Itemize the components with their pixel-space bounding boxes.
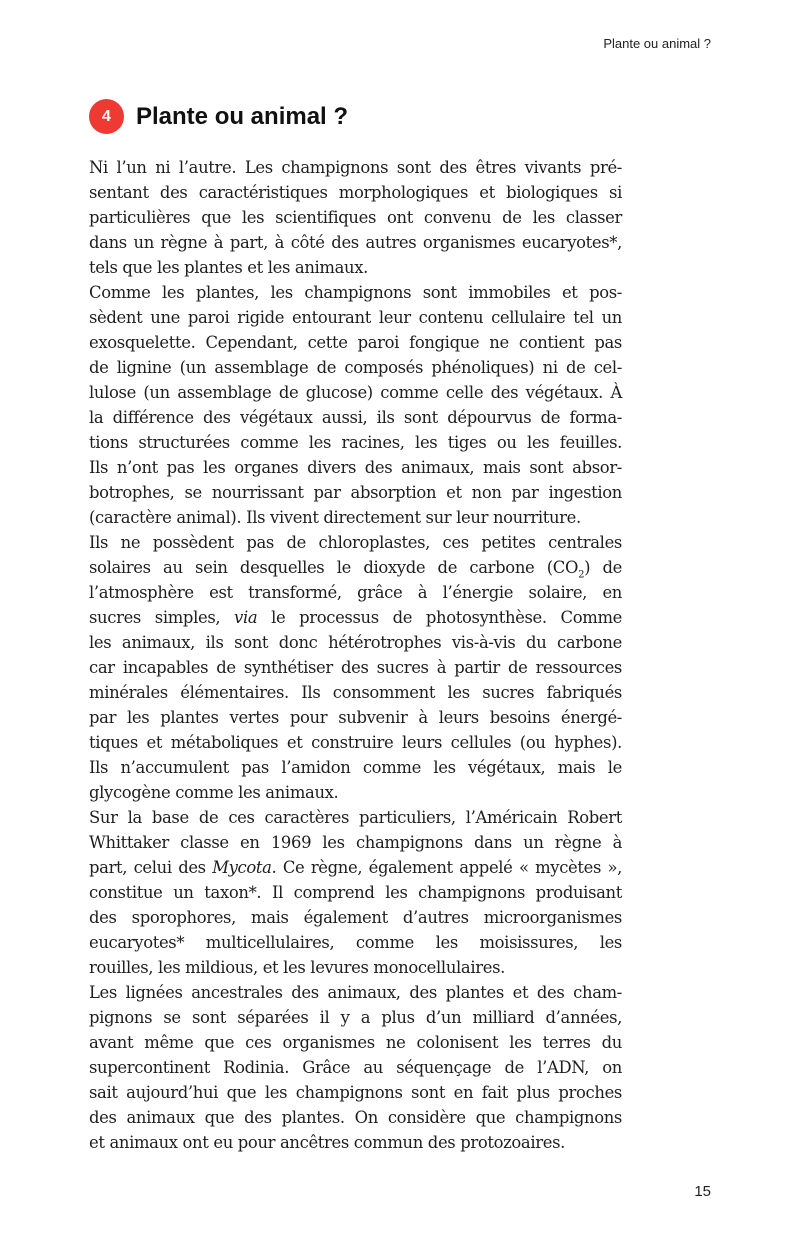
text-line: minérales élémentaires. Ils consomment les sucres fabriqués xyxy=(89,683,622,702)
text-line: Ils ne possèdent pas de chloroplastes, ces petites centrales xyxy=(89,533,622,552)
text-line: sait aujourd’hui que les champignons sont en fait plus proches xyxy=(89,1083,622,1102)
italic-term: via xyxy=(234,608,258,627)
text-line: rouilles, les mildious, et les levures monocellulaires. xyxy=(89,958,505,977)
subscript: 2 xyxy=(578,569,585,581)
text-line: eucaryotes* multicellulaires, comme les moisissures, les xyxy=(89,933,622,952)
running-head: Plante ou animal ? xyxy=(603,36,711,51)
text-line: lulose (un assemblage de glucose) comme celle des végétaux. À xyxy=(89,383,622,402)
text-line: car incapables de synthétiser des sucres à partir de ressources xyxy=(89,658,622,677)
text-line: dans un règne à part, à côté des autres organismes eucaryotes*, xyxy=(89,233,622,252)
text-line: les animaux, ils sont donc hétérotrophes vis-à-vis du carbone xyxy=(89,633,622,652)
text-line: la différence des végétaux aussi, ils sont dépourvus de forma- xyxy=(89,408,622,427)
chapter-title: Plante ou animal ? xyxy=(136,102,349,130)
text-line: des animaux que des plantes. On considère que champignons xyxy=(89,1108,622,1127)
text-line: Comme les plantes, les champignons sont immobiles et pos- xyxy=(89,283,622,302)
text-fragment: . Ce règne, également appelé « mycètes », xyxy=(271,858,622,877)
text-line: Ils n’accumulent pas l’amidon comme les végétaux, mais le xyxy=(89,758,622,777)
text-line: Les lignées ancestrales des animaux, des plantes et des cham- xyxy=(89,983,622,1002)
paragraph xyxy=(89,805,622,980)
text-line: Ni l’un ni l’autre. Les champignons sont des êtres vivants pré- xyxy=(89,158,622,177)
text-line: tels que les plantes et les animaux. xyxy=(89,258,368,277)
text-line: particulières que les scientifiques ont convenu de les classer xyxy=(89,208,622,227)
text-line: tiques et métaboliques et construire leurs cellules (ou hyphes). xyxy=(89,733,622,752)
paragraph xyxy=(89,280,622,530)
text-line: Sur la base de ces caractères particuliers, l’Américain Robert xyxy=(89,808,622,827)
text-fragment: sucres simples, xyxy=(89,608,235,627)
text-fragment: part, celui des xyxy=(89,858,213,877)
body-text xyxy=(89,155,622,1155)
text-line: (caractère animal). Ils vivent directement sur leur nourriture. xyxy=(89,508,581,527)
text-line: constitue un taxon*. Il comprend les champignons produisant xyxy=(89,883,622,902)
text-line: de lignine (un assemblage de composés phénoliques) ni de cel- xyxy=(89,358,622,377)
text-line: l’atmosphère est transformé, grâce à l’énergie solaire, en xyxy=(89,583,622,602)
text-line: Ils n’ont pas les organes divers des animaux, mais sont absor- xyxy=(89,458,622,477)
text-line xyxy=(89,555,622,580)
text-line: et animaux ont eu pour ancêtres commun des protozoaires. xyxy=(89,1133,565,1152)
text-line: supercontinent Rodinia. Grâce au séquençage de l’ADN, on xyxy=(89,1058,622,1077)
text-line xyxy=(89,855,622,880)
text-line: exosquelette. Cependant, cette paroi fongique ne contient pas xyxy=(89,333,622,352)
page-number: 15 xyxy=(694,1183,711,1200)
paragraph xyxy=(89,530,622,805)
text-line: botrophes, se nourrissant par absorption et non par ingestion xyxy=(89,483,622,502)
paragraph xyxy=(89,155,622,280)
chapter-heading xyxy=(89,99,348,134)
text-line: pignons se sont séparées il y a plus d’un milliard d’années, xyxy=(89,1008,622,1027)
text-line: des sporophores, mais également d’autres microorganismes xyxy=(89,908,622,927)
text-line: par les plantes vertes pour subvenir à leurs besoins énergé- xyxy=(89,708,622,727)
text-fragment: le processus de photosynthèse. Comme xyxy=(257,608,623,627)
italic-term: Mycota xyxy=(212,858,272,877)
text-line: sentant des caractéristiques morphologiques et biologiques si xyxy=(89,183,622,202)
chapter-number-badge: 4 xyxy=(89,99,124,134)
text-fragment: solaires au sein desquelles le dioxyde de carbone (CO xyxy=(89,558,579,577)
text-line: glycogène comme les animaux. xyxy=(89,783,339,802)
text-line xyxy=(89,605,622,630)
text-line: avant même que ces organismes ne colonisent les terres du xyxy=(89,1033,622,1052)
text-line: tions structurées comme les racines, les tiges ou les feuilles. xyxy=(89,433,622,452)
text-fragment: ) de xyxy=(584,558,622,577)
paragraph xyxy=(89,980,622,1155)
text-line: sèdent une paroi rigide entourant leur contenu cellulaire tel un xyxy=(89,308,622,327)
text-line: Whittaker classe en 1969 les champignons dans un règne à xyxy=(89,833,622,852)
